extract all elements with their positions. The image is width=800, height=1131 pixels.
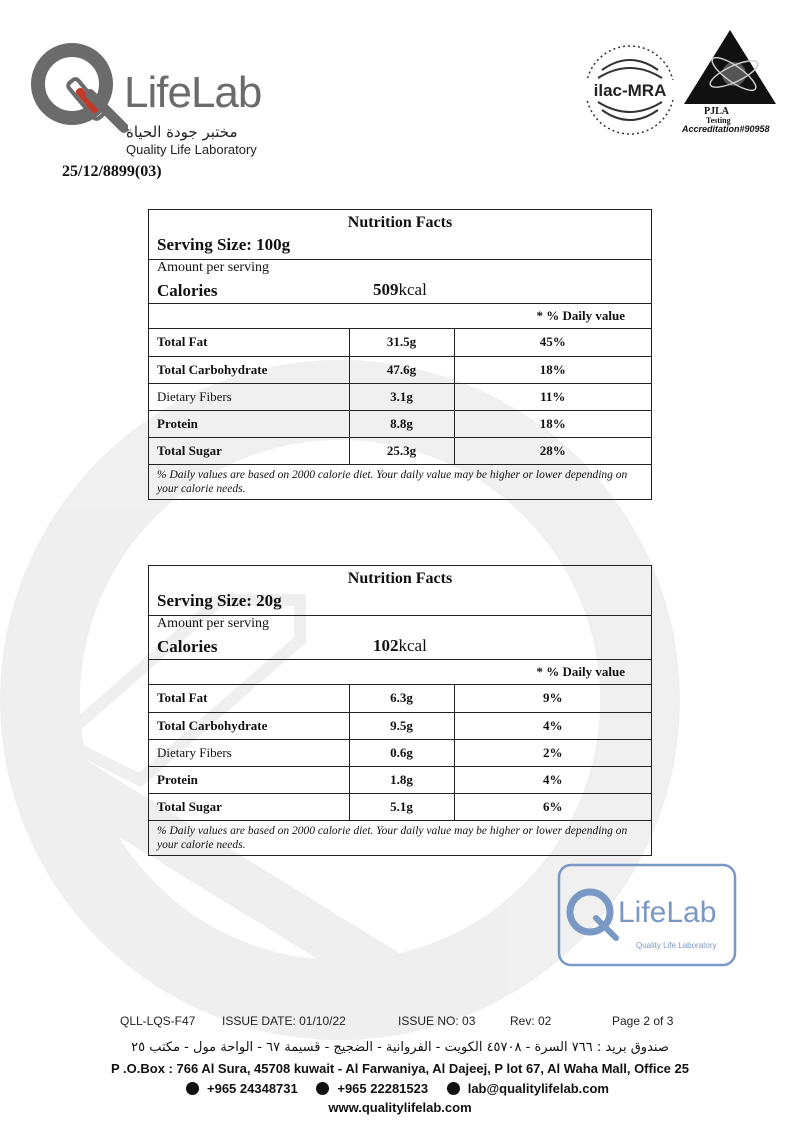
- table-row: [149, 410, 651, 437]
- svg-text:ilac-MRA: ilac-MRA: [593, 81, 667, 100]
- nutrient-amount: 47.6g: [349, 356, 454, 383]
- daily-value-note: % Daily values are based on 2000 calorie diet. Your daily value may be higher or lower depending on your calorie needs.: [157, 824, 628, 851]
- nutrient-table: [149, 329, 651, 465]
- contact-info: [60, 1081, 740, 1096]
- website-link[interactable]: www.qualitylifelab.com: [328, 1100, 472, 1115]
- phone-icon: [316, 1082, 329, 1095]
- email-icon: [447, 1082, 460, 1095]
- brand-name: LifeLab: [124, 68, 262, 117]
- table-title: Nutrition Facts: [347, 570, 453, 587]
- q-logo-icon: [28, 36, 128, 136]
- table-row: [149, 356, 651, 383]
- phone-2[interactable]: +965 22281523: [316, 1081, 433, 1096]
- nutrient-dv: 45%: [454, 329, 651, 356]
- nutrient-name: Protein: [149, 766, 349, 793]
- table-row: [149, 712, 651, 739]
- serving-size: Serving Size: 100g: [149, 235, 651, 260]
- nutrient-amount: 1.8g: [349, 766, 454, 793]
- nutrient-dv: 4%: [454, 712, 651, 739]
- arabic-address: صندوق بريد : ٧٦٦ السرة - ٤٥٧٠٨ الكويت - الفروانية - الضجيج - قسيمة ٦٧ - الواحة مول - مكتب ٢٥: [131, 1040, 669, 1055]
- nutrition-facts-table-20g: [148, 565, 652, 856]
- daily-value-header: * % Daily value: [149, 304, 651, 329]
- pjla-logo: [680, 28, 780, 138]
- nutrient-name: Dietary Fibers: [149, 383, 349, 410]
- lifelab-logo: [28, 28, 288, 158]
- table-row: [149, 739, 651, 766]
- calories-value: 102kcal: [373, 636, 427, 655]
- email-link[interactable]: lab@qualitylifelab.com: [447, 1081, 614, 1096]
- daily-value-note: % Daily values are based on 2000 calorie diet. Your daily value may be higher or lower depending on your calorie needs.: [157, 468, 628, 495]
- nutrient-dv: 28%: [454, 437, 651, 464]
- nutrient-name: Total Fat: [149, 329, 349, 356]
- nutrient-amount: 5.1g: [349, 793, 454, 820]
- nutrient-name: Dietary Fibers: [149, 739, 349, 766]
- lab-stamp: [556, 862, 738, 968]
- nutrient-amount: 31.5g: [349, 329, 454, 356]
- nutrient-amount: 0.6g: [349, 739, 454, 766]
- calories-label: Calories: [157, 637, 218, 656]
- calories-row: [149, 278, 651, 304]
- nutrient-name: Total Carbohydrate: [149, 356, 349, 383]
- nutrient-name: Total Sugar: [149, 437, 349, 464]
- revision: Rev: 02: [510, 1014, 552, 1028]
- issue-date: ISSUE DATE: 01/10/22: [222, 1014, 346, 1028]
- nutrient-amount: 3.1g: [349, 383, 454, 410]
- postal-address: P .O.Box : 766 Al Sura, 45708 kuwait - Al Farwaniya, Al Dajeej, P lot 67, Al Waha Mall, Office 25: [111, 1061, 689, 1076]
- issue-no: ISSUE NO: 03: [398, 1014, 476, 1028]
- nutrient-amount: 25.3g: [349, 437, 454, 464]
- nutrient-amount: 9.5g: [349, 712, 454, 739]
- table-row: [149, 383, 651, 410]
- nutrient-dv: 9%: [454, 685, 651, 712]
- nutrient-amount: 8.8g: [349, 410, 454, 437]
- nutrient-name: Total Sugar: [149, 793, 349, 820]
- daily-value-header: * % Daily value: [149, 660, 651, 685]
- nutrition-facts-table-100g: [148, 209, 652, 500]
- nutrient-dv: 4%: [454, 766, 651, 793]
- brand-name-arabic: مختبر جودة الحياة: [126, 123, 238, 141]
- nutrient-name: Protein: [149, 410, 349, 437]
- phone-1[interactable]: +965 24348731: [186, 1081, 303, 1096]
- amount-per-serving: Amount per serving: [157, 616, 269, 631]
- nutrient-dv: 18%: [454, 356, 651, 383]
- calories-value: 509kcal: [373, 280, 427, 299]
- nutrient-name: Total Carbohydrate: [149, 712, 349, 739]
- brand-subtitle: Quality Life Laboratory: [126, 142, 257, 157]
- page-number: Page 2 of 3: [612, 1014, 674, 1028]
- nutrient-dv: 2%: [454, 739, 651, 766]
- nutrient-amount: 6.3g: [349, 685, 454, 712]
- ilac-mra-logo: [580, 40, 680, 140]
- table-row: [149, 685, 651, 712]
- table-row: [149, 793, 651, 820]
- pjla-triangle-icon: [680, 28, 780, 108]
- nutrient-table: [149, 685, 651, 821]
- table-row: [149, 437, 651, 464]
- phone-icon: [186, 1082, 199, 1095]
- amount-per-serving: Amount per serving: [157, 260, 269, 275]
- pjla-name: PJLA: [704, 106, 729, 117]
- nutrient-name: Total Fat: [149, 685, 349, 712]
- svg-text:Quality Life Laboratory: Quality Life Laboratory: [636, 941, 717, 950]
- nutrient-dv: 11%: [454, 383, 651, 410]
- pjla-accreditation: Accreditation#90958: [682, 124, 770, 134]
- table-row: [149, 329, 651, 356]
- pjla-testing: Testing: [706, 116, 731, 125]
- serving-size: Serving Size: 20g: [149, 591, 651, 616]
- calories-row: [149, 634, 651, 660]
- doc-code: QLL-LQS-F47: [120, 1014, 196, 1028]
- report-reference: 25/12/8899(03): [62, 163, 162, 180]
- table-title: Nutrition Facts: [347, 214, 453, 231]
- nutrient-dv: 6%: [454, 793, 651, 820]
- table-row: [149, 766, 651, 793]
- svg-text:LifeLab: LifeLab: [618, 896, 717, 929]
- nutrient-dv: 18%: [454, 410, 651, 437]
- calories-label: Calories: [157, 281, 218, 300]
